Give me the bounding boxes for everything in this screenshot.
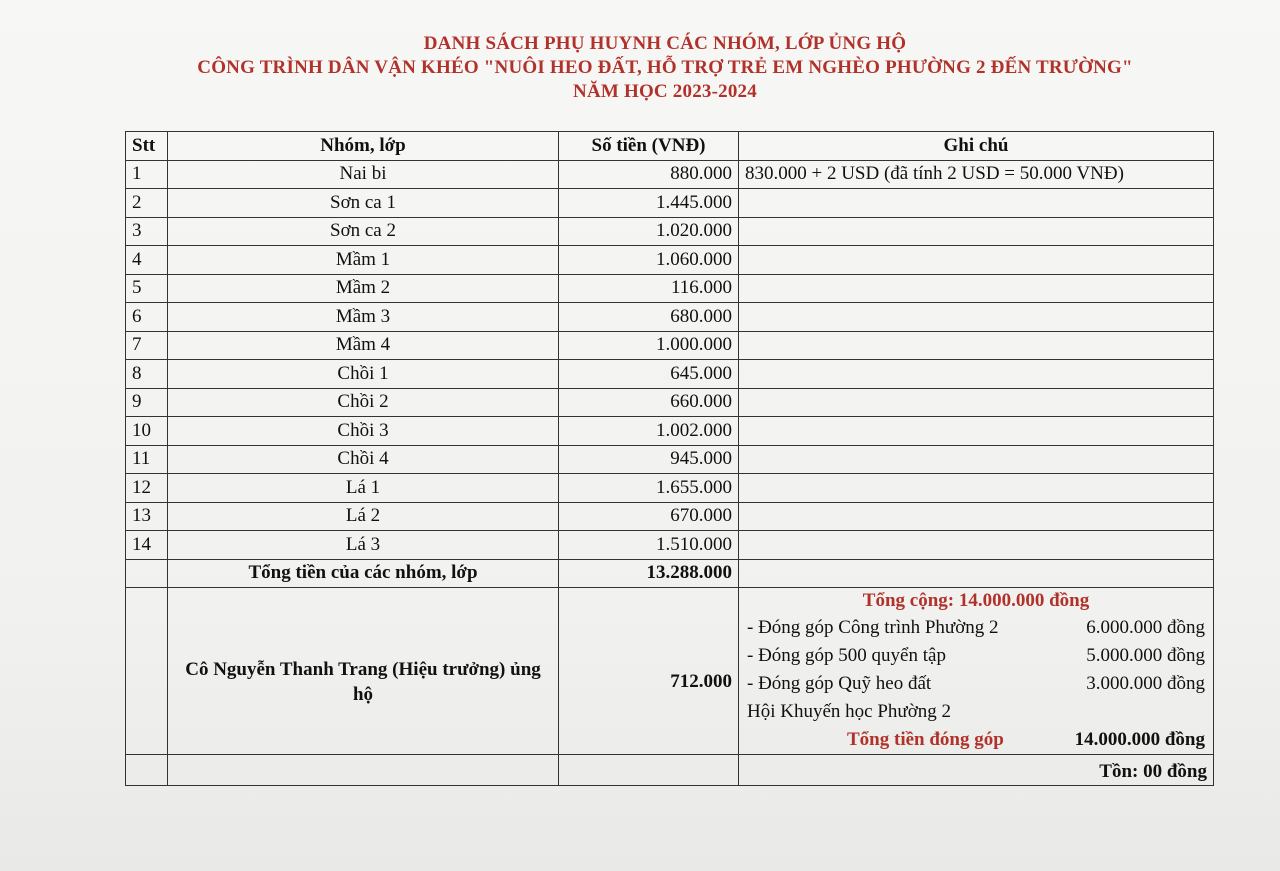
principal-label: Cô Nguyễn Thanh Trang (Hiệu trưởng) ủng hộ: [168, 588, 559, 755]
summary-item-label: - Đóng góp Công trình Phường 2: [747, 617, 999, 638]
row-amount: 670.000: [559, 502, 739, 531]
summary-org: [747, 698, 1205, 726]
row-stt: 6: [126, 303, 168, 332]
row-amount: 680.000: [559, 303, 739, 332]
row-stt: 9: [126, 388, 168, 417]
row-note: [739, 274, 1214, 303]
row-stt: 13: [126, 502, 168, 531]
row-group: Chồi 1: [168, 360, 559, 389]
document-header: [0, 32, 1280, 104]
row-stt: 8: [126, 360, 168, 389]
summary-item: [747, 614, 1205, 642]
row-note: [739, 388, 1214, 417]
summary-total-label: Tổng tiền đóng góp: [847, 729, 1004, 750]
summary-item-value: 3.000.000 đồng: [1086, 673, 1205, 694]
table-row: [126, 360, 1214, 389]
row-note: [739, 189, 1214, 218]
row-amount: 1.510.000: [559, 531, 739, 560]
remaining-group-empty: [168, 755, 559, 786]
row-group: Chồi 4: [168, 445, 559, 474]
row-note: 830.000 + 2 USD (đã tính 2 USD = 50.000 VNĐ): [739, 160, 1214, 189]
table-row: [126, 445, 1214, 474]
summary-total: [747, 726, 1205, 754]
title-line-1: DANH SÁCH PHỤ HUYNH CÁC NHÓM, LỚP ỦNG HỘ: [423, 33, 907, 54]
row-note: [739, 417, 1214, 446]
summary-item-label: - Đóng góp Quỹ heo đất: [747, 673, 932, 694]
row-group: Lá 3: [168, 531, 559, 560]
summary-item-value: 6.000.000 đồng: [1086, 617, 1205, 638]
summary-org-label: Hội Khuyến học Phường 2: [747, 701, 951, 722]
table-row: [126, 303, 1214, 332]
row-note: [739, 445, 1214, 474]
table-row: [126, 189, 1214, 218]
row-group: Mầm 2: [168, 274, 559, 303]
title-line-3: NĂM HỌC 2023-2024: [573, 81, 757, 102]
row-amount: 1.060.000: [559, 246, 739, 275]
row-stt: 12: [126, 474, 168, 503]
row-amount: 116.000: [559, 274, 739, 303]
col-header-group: Nhóm, lớp: [168, 132, 559, 161]
row-group: Lá 1: [168, 474, 559, 503]
subtotal-row: [126, 559, 1214, 588]
table-row: [126, 274, 1214, 303]
row-amount: 1.000.000: [559, 331, 739, 360]
row-stt: 4: [126, 246, 168, 275]
row-amount: 660.000: [559, 388, 739, 417]
row-group: Nai bi: [168, 160, 559, 189]
summary-item: [747, 670, 1205, 698]
col-header-stt: Stt: [126, 132, 168, 161]
row-stt: 3: [126, 217, 168, 246]
row-stt: 5: [126, 274, 168, 303]
table-row: [126, 531, 1214, 560]
subtotal-note-empty: [739, 559, 1214, 588]
principal-row: [126, 588, 1214, 755]
remaining-balance: Tồn: 00 đồng: [739, 755, 1214, 786]
table-row: [126, 388, 1214, 417]
row-stt: 11: [126, 445, 168, 474]
subtotal-stt-empty: [126, 559, 168, 588]
row-amount: 645.000: [559, 360, 739, 389]
principal-stt-empty: [126, 588, 168, 755]
row-amount: 880.000: [559, 160, 739, 189]
table-row: [126, 417, 1214, 446]
row-stt: 14: [126, 531, 168, 560]
table-row: [126, 331, 1214, 360]
row-stt: 2: [126, 189, 168, 218]
row-group: Mầm 3: [168, 303, 559, 332]
subtotal-amount: 13.288.000: [559, 559, 739, 588]
row-group: Sơn ca 2: [168, 217, 559, 246]
row-stt: 1: [126, 160, 168, 189]
row-group: Mầm 1: [168, 246, 559, 275]
row-note: [739, 531, 1214, 560]
remaining-stt-empty: [126, 755, 168, 786]
row-note: [739, 303, 1214, 332]
row-amount: 1.445.000: [559, 189, 739, 218]
summary-item-value: 5.000.000 đồng: [1086, 645, 1205, 666]
principal-amount: 712.000: [559, 588, 739, 755]
table-row: [126, 502, 1214, 531]
row-amount: 1.020.000: [559, 217, 739, 246]
donation-table: [125, 131, 1214, 786]
row-group: Chồi 2: [168, 388, 559, 417]
row-note: [739, 474, 1214, 503]
row-group: Sơn ca 1: [168, 189, 559, 218]
summary-title: Tổng cộng: 14.000.000 đồng: [862, 590, 1090, 611]
row-amount: 945.000: [559, 445, 739, 474]
table-header-row: [126, 132, 1214, 161]
summary-item-label: - Đóng góp 500 quyển tập: [747, 645, 946, 666]
row-note: [739, 360, 1214, 389]
summary-item: [747, 642, 1205, 670]
row-group: Lá 2: [168, 502, 559, 531]
row-amount: 1.655.000: [559, 474, 739, 503]
row-stt: 10: [126, 417, 168, 446]
table-row: [126, 474, 1214, 503]
title-line-2: CÔNG TRÌNH DÂN VẬN KHÉO "NUÔI HEO ĐẤT, HỖ TRỢ TRẺ EM NGHÈO PHƯỜNG 2 ĐẾN TRƯỜNG": [197, 57, 1133, 78]
remaining-amount-empty: [559, 755, 739, 786]
row-note: [739, 217, 1214, 246]
row-note: [739, 246, 1214, 275]
subtotal-label: Tổng tiền của các nhóm, lớp: [168, 559, 559, 588]
row-group: Mầm 4: [168, 331, 559, 360]
table-row: [126, 217, 1214, 246]
row-note: [739, 331, 1214, 360]
row-amount: 1.002.000: [559, 417, 739, 446]
summary-cell: [739, 588, 1214, 755]
col-header-note: Ghi chú: [739, 132, 1214, 161]
row-group: Chồi 3: [168, 417, 559, 446]
summary-total-value: 14.000.000 đồng: [1074, 729, 1205, 750]
row-note: [739, 502, 1214, 531]
remaining-row: [126, 755, 1214, 786]
col-header-amount: Số tiền (VNĐ): [559, 132, 739, 161]
table-row: [126, 160, 1214, 189]
row-stt: 7: [126, 331, 168, 360]
table-row: [126, 246, 1214, 275]
